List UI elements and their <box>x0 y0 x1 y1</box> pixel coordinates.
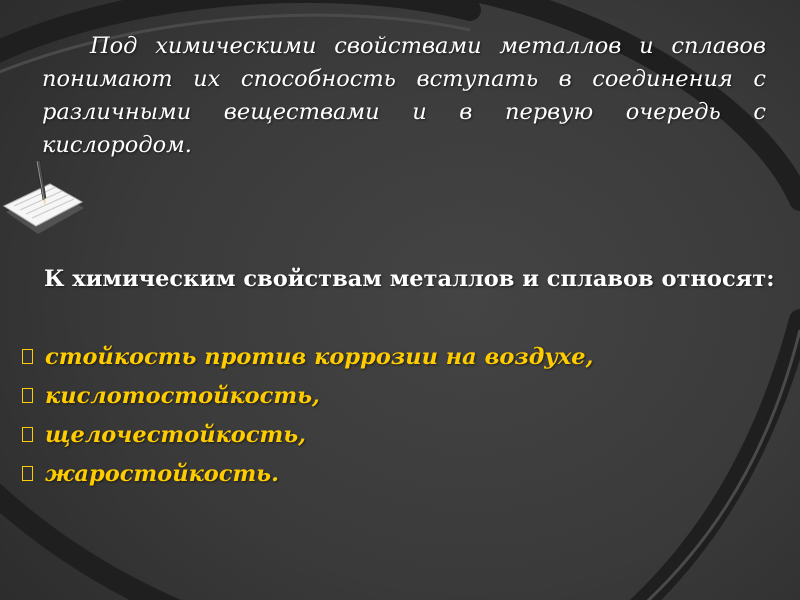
list-item <box>22 337 593 376</box>
list-item-text: кислотостойкость, <box>45 382 320 409</box>
list-item-text: жаростойкость. <box>45 460 279 487</box>
square-bullet-icon <box>22 349 33 364</box>
list-item-text: стойкость против коррозии на воздухе, <box>45 343 594 370</box>
list-item <box>22 415 593 454</box>
square-bullet-icon <box>22 466 33 481</box>
square-bullet-icon <box>22 388 33 403</box>
list-item <box>22 376 593 415</box>
list-item-text: щелочестойкость, <box>45 421 307 448</box>
square-bullet-icon <box>22 427 33 442</box>
intro-paragraph: Под химическими свойствами металлов и сплавов понимают их способность вступать в соединения с различными веществами и в первую очередь с кислородом. <box>42 33 766 158</box>
notepad-pencil-icon <box>2 160 88 242</box>
properties-list <box>22 337 593 493</box>
list-item <box>22 454 593 493</box>
properties-heading: К химическим свойствам металлов и сплавов относят: <box>44 266 775 292</box>
